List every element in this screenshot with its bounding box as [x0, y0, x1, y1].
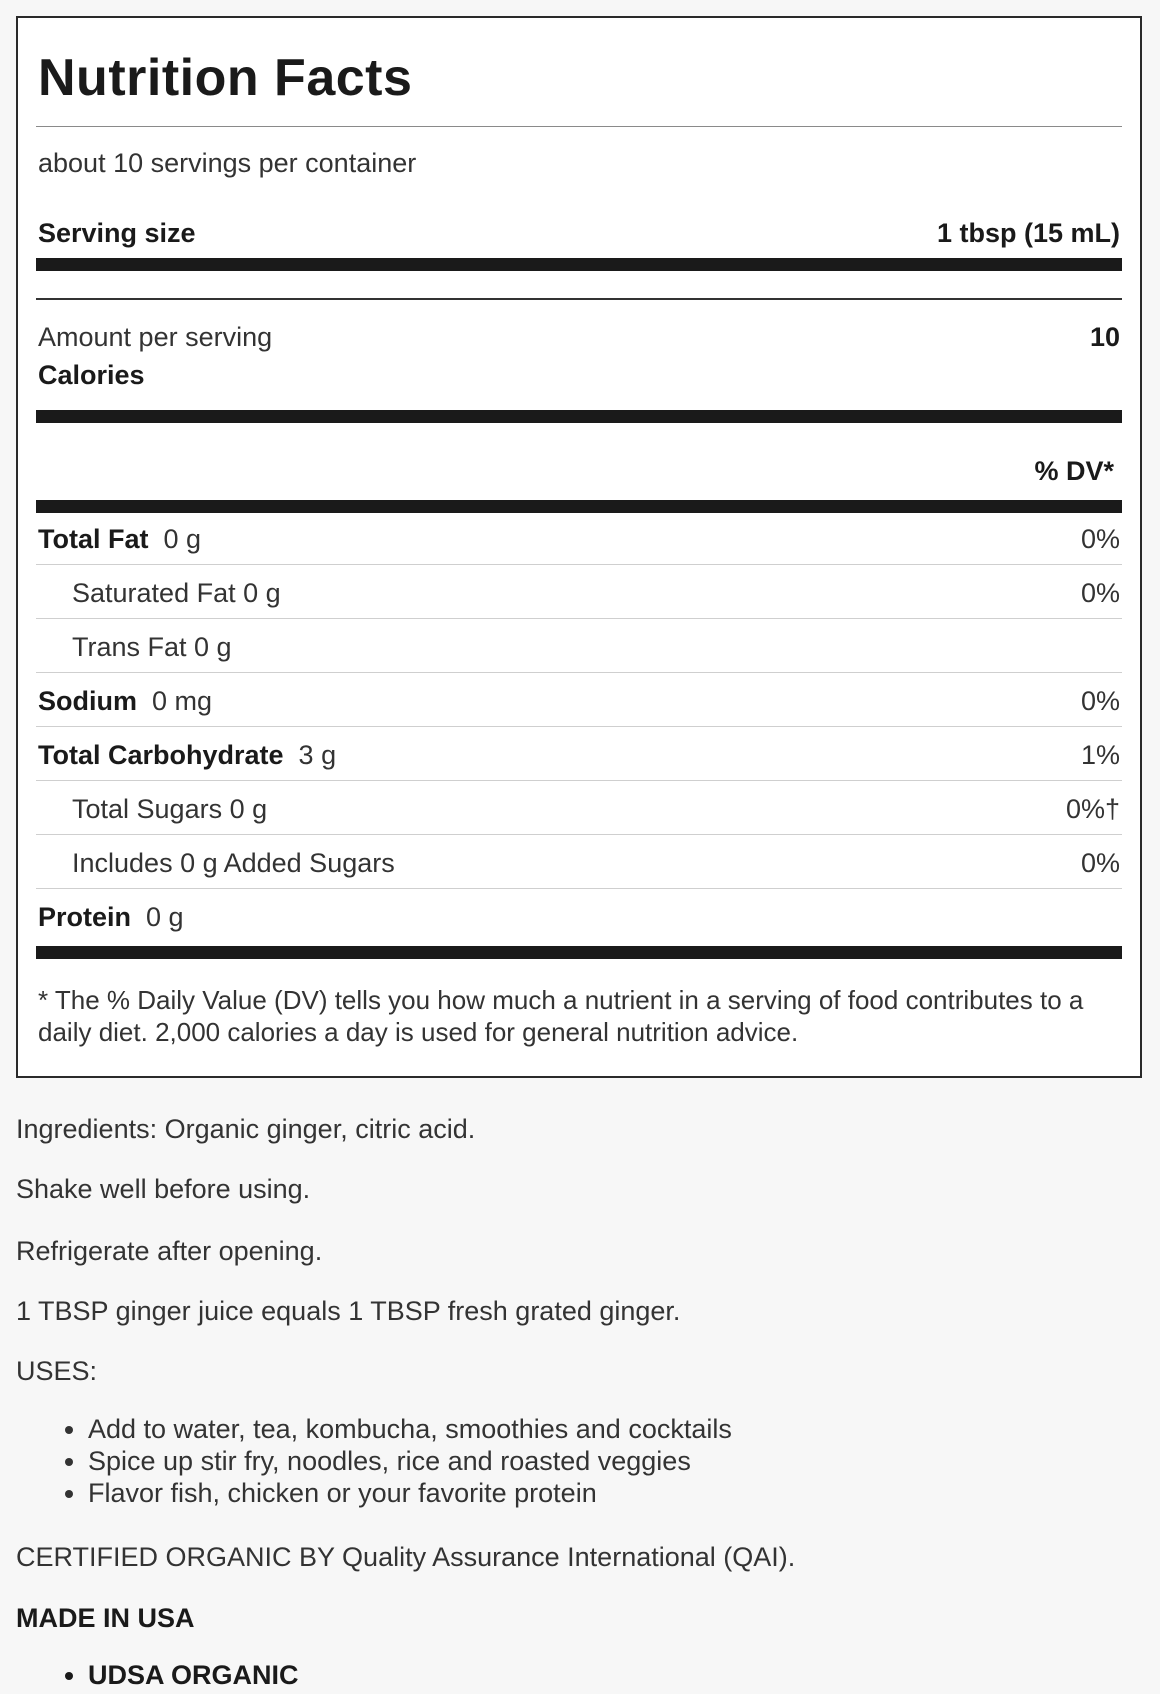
nutrient-label: Saturated Fat 0 g: [72, 578, 281, 608]
nutrient-amount: 0 g: [146, 902, 184, 932]
nutrient-label: Trans Fat 0 g: [72, 632, 232, 662]
nutrition-facts-title: Nutrition Facts: [38, 49, 413, 107]
nutrient-label: Total Sugars 0 g: [72, 794, 268, 824]
dv-footnote: * The % Daily Value (DV) tells you how much a nutrient in a serving of food contributes to a daily diet. 2,000 calories a day is used for general nutrition advice.: [38, 985, 1084, 1047]
nutrient-amount: 0 g: [163, 524, 202, 554]
total-sugars-row: [72, 794, 267, 825]
divider-thin: [36, 126, 1122, 127]
row-divider: [36, 834, 1122, 835]
nutrient-amount: 3 g: [298, 740, 337, 770]
badges-list: [52, 1660, 299, 1691]
list-item: • UDSA ORGANIC: [88, 1660, 299, 1691]
amount-per-serving: Amount per serving: [38, 322, 273, 352]
nutrient-dv: 0%: [1080, 524, 1120, 554]
divider-thick: [36, 258, 1122, 271]
nutrient-dv: 0%: [1080, 686, 1120, 716]
protein-row: [38, 902, 184, 933]
nutrient-amount: 0 mg: [152, 686, 213, 716]
nutrition-facts-panel: [16, 16, 1142, 1078]
nutrient-dv: 0%: [1080, 848, 1120, 878]
ingredients-text: Ingredients: Organic ginger, citric acid.: [16, 1114, 476, 1144]
saturated-fat-row: [72, 578, 281, 609]
nutrient-dv: 1%: [1080, 740, 1120, 770]
divider-thick: [36, 946, 1122, 959]
nutrient-label: Sodium: [38, 686, 137, 716]
row-divider: [36, 888, 1122, 889]
divider: [36, 298, 1122, 300]
sodium-row: [38, 686, 212, 717]
list-item: • Spice up stir fry, noodles, rice and roasted veggies: [88, 1445, 732, 1477]
refrigerate-instruction: Refrigerate after opening.: [16, 1236, 323, 1266]
uses-heading: USES:: [16, 1356, 98, 1386]
nutrient-label: Protein: [38, 902, 132, 932]
list-item: • Flavor fish, chicken or your favorite protein: [88, 1477, 732, 1509]
equivalence-note: 1 TBSP ginger juice equals 1 TBSP fresh grated ginger.: [16, 1296, 681, 1326]
shake-instruction: Shake well before using.: [16, 1174, 311, 1204]
dv-header: % DV*: [1034, 456, 1114, 486]
row-divider: [36, 618, 1122, 619]
divider-thick: [36, 500, 1122, 513]
row-divider: [36, 564, 1122, 565]
nutrient-label: Total Carbohydrate: [38, 740, 284, 770]
total-fat-row: [38, 524, 201, 555]
made-in-usa: MADE IN USA: [16, 1603, 195, 1633]
row-divider: [36, 726, 1122, 727]
added-sugars-row: [72, 848, 395, 879]
nutrient-dv: 0%†: [1065, 794, 1120, 824]
nutrient-label: Total Fat: [38, 524, 149, 554]
uses-list: [52, 1413, 732, 1509]
trans-fat-row: [72, 632, 232, 663]
calories-label: Calories: [38, 360, 145, 390]
divider-thick: [36, 410, 1122, 423]
list-item: • Add to water, tea, kombucha, smoothies and cocktails: [88, 1413, 732, 1445]
calories-value: 10: [1089, 322, 1120, 352]
certified-organic-text: CERTIFIED ORGANIC BY Quality Assurance International (QAI).: [16, 1542, 796, 1572]
nutrient-label: Includes 0 g Added Sugars: [72, 848, 395, 878]
servings-per-container: about 10 servings per container: [38, 148, 417, 178]
total-carbohydrate-row: [38, 740, 336, 771]
row-divider: [36, 672, 1122, 673]
nutrient-dv: 0%: [1080, 578, 1120, 608]
serving-size-label: Serving size: [38, 218, 196, 248]
serving-size-value: 1 tbsp (15 mL): [936, 218, 1120, 248]
row-divider: [36, 780, 1122, 781]
